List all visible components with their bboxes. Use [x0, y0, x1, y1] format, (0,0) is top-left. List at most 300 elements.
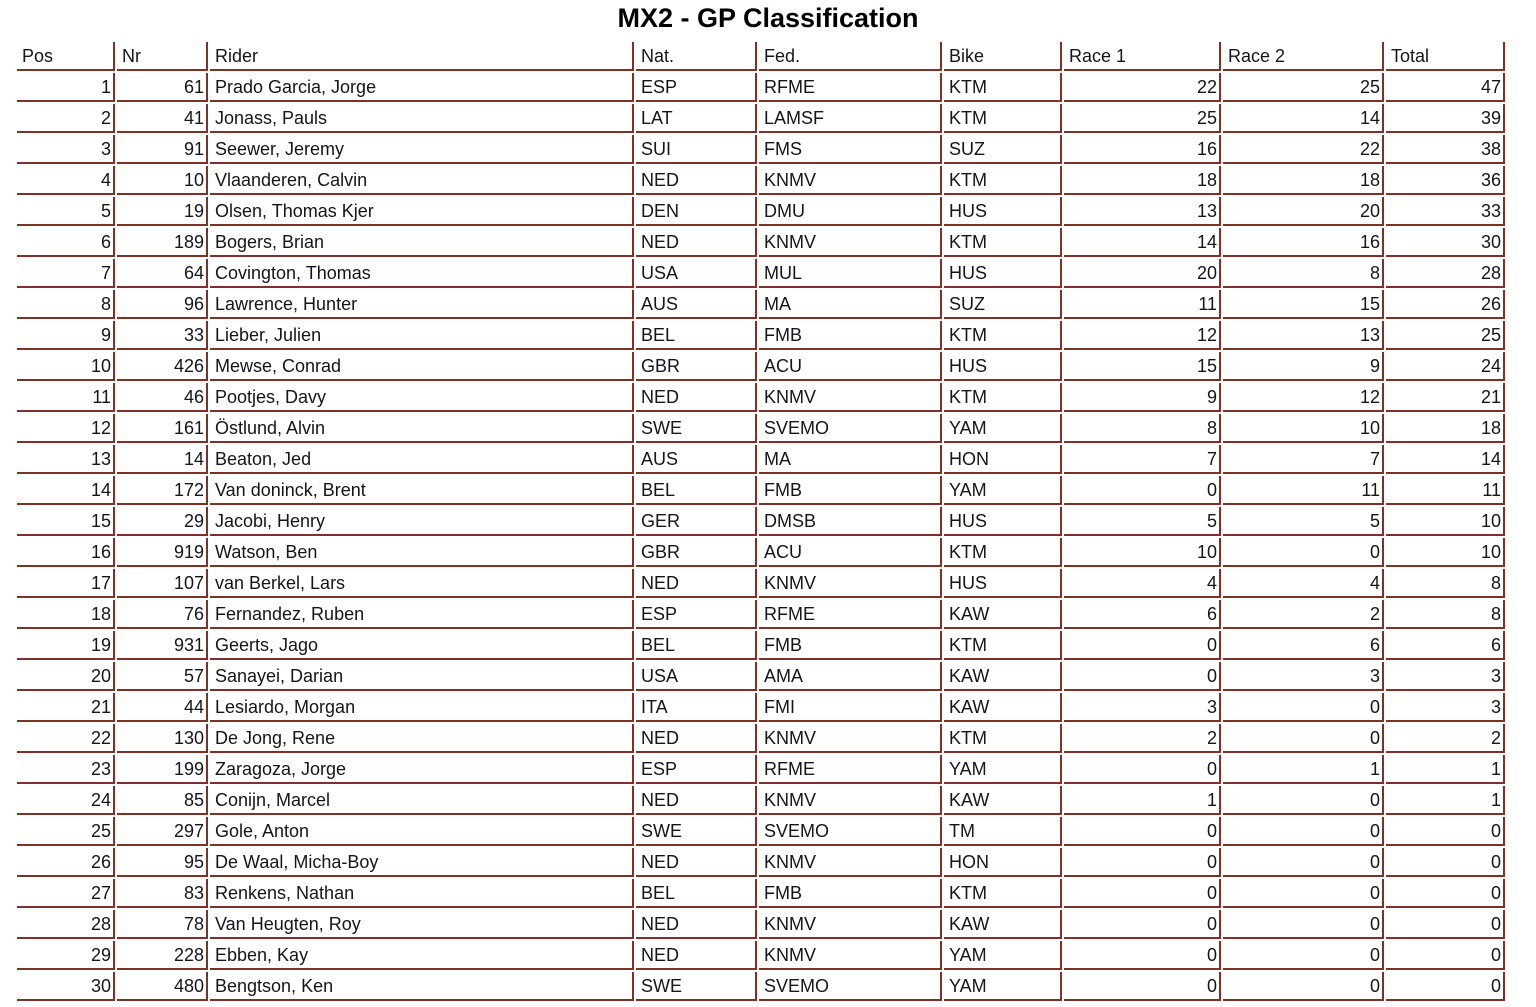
cell-bike: KTM — [944, 383, 1062, 412]
cell-nr: 199 — [117, 755, 208, 784]
cell-race2: 15 — [1223, 290, 1384, 319]
cell-total: 0 — [1386, 817, 1505, 846]
cell-total: 3 — [1386, 662, 1505, 691]
cell-race1: 9 — [1064, 383, 1221, 412]
table-row — [17, 383, 1505, 412]
cell-nr: 46 — [117, 383, 208, 412]
cell-nr: 14 — [117, 445, 208, 474]
cell-pos: 26 — [17, 848, 115, 877]
cell-total: 24 — [1386, 352, 1505, 381]
cell-rider: Vlaanderen, Calvin — [210, 166, 634, 195]
cell-total: 0 — [1386, 972, 1505, 1001]
cell-rider: Bengtson, Ken — [210, 972, 634, 1001]
cell-race1: 0 — [1064, 817, 1221, 846]
cell-nr: 228 — [117, 941, 208, 970]
cell-bike: HUS — [944, 507, 1062, 536]
cell-race2: 6 — [1223, 631, 1384, 660]
table-row — [17, 352, 1505, 381]
cell-fed: RFME — [759, 600, 942, 629]
cell-race2: 3 — [1223, 662, 1384, 691]
cell-total: 1 — [1386, 786, 1505, 815]
cell-nat: NED — [636, 941, 757, 970]
cell-nat: NED — [636, 166, 757, 195]
cell-nr: 297 — [117, 817, 208, 846]
cell-nat: ESP — [636, 73, 757, 102]
cell-total: 30 — [1386, 228, 1505, 257]
cell-nr: 130 — [117, 724, 208, 753]
cell-race2: 11 — [1223, 476, 1384, 505]
cell-nat: ESP — [636, 600, 757, 629]
cell-bike: SUZ — [944, 290, 1062, 319]
classification-table — [15, 40, 1507, 1003]
cell-race2: 14 — [1223, 104, 1384, 133]
cell-fed: KNMV — [759, 166, 942, 195]
cell-bike: KTM — [944, 73, 1062, 102]
table-row — [17, 600, 1505, 629]
column-header-total: Total — [1386, 42, 1505, 71]
cell-race1: 13 — [1064, 197, 1221, 226]
column-header-race2: Race 2 — [1223, 42, 1384, 71]
cell-race2: 0 — [1223, 910, 1384, 939]
cell-nr: 83 — [117, 879, 208, 908]
cell-bike: KTM — [944, 879, 1062, 908]
cell-total: 39 — [1386, 104, 1505, 133]
cell-race2: 0 — [1223, 724, 1384, 753]
cell-fed: DMSB — [759, 507, 942, 536]
cell-bike: YAM — [944, 972, 1062, 1001]
cell-pos: 16 — [17, 538, 115, 567]
cell-race1: 10 — [1064, 538, 1221, 567]
cell-nat: SWE — [636, 817, 757, 846]
cell-nat: BEL — [636, 476, 757, 505]
cell-rider: Conijn, Marcel — [210, 786, 634, 815]
cell-fed: FMB — [759, 321, 942, 350]
cell-pos: 1 — [17, 73, 115, 102]
cell-nr: 78 — [117, 910, 208, 939]
cell-bike: HON — [944, 848, 1062, 877]
cell-bike: KAW — [944, 910, 1062, 939]
cell-rider: Pootjes, Davy — [210, 383, 634, 412]
cell-race1: 4 — [1064, 569, 1221, 598]
cell-rider: De Jong, Rene — [210, 724, 634, 753]
cell-race2: 0 — [1223, 848, 1384, 877]
cell-nr: 44 — [117, 693, 208, 722]
cell-total: 3 — [1386, 693, 1505, 722]
table-row — [17, 259, 1505, 288]
cell-nat: GER — [636, 507, 757, 536]
cell-pos: 9 — [17, 321, 115, 350]
cell-nat: ITA — [636, 693, 757, 722]
cell-pos: 11 — [17, 383, 115, 412]
cell-fed: KNMV — [759, 569, 942, 598]
cell-race1: 8 — [1064, 414, 1221, 443]
table-row — [17, 73, 1505, 102]
cell-fed: FMB — [759, 476, 942, 505]
cell-bike: KTM — [944, 321, 1062, 350]
cell-pos: 23 — [17, 755, 115, 784]
cell-nat: SWE — [636, 972, 757, 1001]
column-header-bike: Bike — [944, 42, 1062, 71]
cell-pos: 21 — [17, 693, 115, 722]
column-header-pos: Pos — [17, 42, 115, 71]
cell-race2: 12 — [1223, 383, 1384, 412]
cell-bike: KAW — [944, 786, 1062, 815]
cell-race1: 22 — [1064, 73, 1221, 102]
cell-pos: 4 — [17, 166, 115, 195]
cell-race1: 16 — [1064, 135, 1221, 164]
cell-total: 11 — [1386, 476, 1505, 505]
cell-race2: 0 — [1223, 879, 1384, 908]
cell-nr: 931 — [117, 631, 208, 660]
cell-race1: 18 — [1064, 166, 1221, 195]
cell-nat: LAT — [636, 104, 757, 133]
cell-nat: GBR — [636, 352, 757, 381]
cell-nat: NED — [636, 848, 757, 877]
cell-fed: SVEMO — [759, 414, 942, 443]
cell-pos: 2 — [17, 104, 115, 133]
cell-fed: SVEMO — [759, 972, 942, 1001]
cell-nat: NED — [636, 910, 757, 939]
table-row — [17, 290, 1505, 319]
cell-race2: 25 — [1223, 73, 1384, 102]
cell-pos: 13 — [17, 445, 115, 474]
cell-fed: ACU — [759, 352, 942, 381]
table-row — [17, 135, 1505, 164]
cell-total: 0 — [1386, 941, 1505, 970]
cell-race1: 0 — [1064, 879, 1221, 908]
cell-rider: van Berkel, Lars — [210, 569, 634, 598]
cell-rider: Sanayei, Darian — [210, 662, 634, 691]
cell-rider: Prado Garcia, Jorge — [210, 73, 634, 102]
cell-bike: KAW — [944, 693, 1062, 722]
cell-bike: YAM — [944, 476, 1062, 505]
table-row — [17, 631, 1505, 660]
cell-race1: 0 — [1064, 662, 1221, 691]
cell-race1: 12 — [1064, 321, 1221, 350]
table-row — [17, 507, 1505, 536]
cell-race2: 7 — [1223, 445, 1384, 474]
table-row — [17, 817, 1505, 846]
cell-rider: Lawrence, Hunter — [210, 290, 634, 319]
cell-bike: HUS — [944, 352, 1062, 381]
column-header-race1: Race 1 — [1064, 42, 1221, 71]
cell-rider: Van Heugten, Roy — [210, 910, 634, 939]
cell-nr: 426 — [117, 352, 208, 381]
cell-total: 8 — [1386, 600, 1505, 629]
cell-nr: 919 — [117, 538, 208, 567]
cell-rider: Geerts, Jago — [210, 631, 634, 660]
cell-nat: NED — [636, 786, 757, 815]
cell-race2: 20 — [1223, 197, 1384, 226]
cell-pos: 3 — [17, 135, 115, 164]
cell-nat: SUI — [636, 135, 757, 164]
table-row — [17, 848, 1505, 877]
cell-pos: 24 — [17, 786, 115, 815]
column-header-fed: Fed. — [759, 42, 942, 71]
cell-nr: 161 — [117, 414, 208, 443]
cell-rider: Covington, Thomas — [210, 259, 634, 288]
cell-pos: 7 — [17, 259, 115, 288]
cell-pos: 8 — [17, 290, 115, 319]
cell-pos: 6 — [17, 228, 115, 257]
cell-bike: KTM — [944, 166, 1062, 195]
table-row — [17, 662, 1505, 691]
cell-nr: 10 — [117, 166, 208, 195]
cell-pos: 12 — [17, 414, 115, 443]
cell-pos: 29 — [17, 941, 115, 970]
cell-race2: 8 — [1223, 259, 1384, 288]
cell-fed: KNMV — [759, 724, 942, 753]
cell-rider: Fernandez, Ruben — [210, 600, 634, 629]
cell-rider: Renkens, Nathan — [210, 879, 634, 908]
cell-total: 6 — [1386, 631, 1505, 660]
cell-pos: 19 — [17, 631, 115, 660]
cell-fed: RFME — [759, 73, 942, 102]
cell-nat: SWE — [636, 414, 757, 443]
cell-bike: KTM — [944, 724, 1062, 753]
cell-total: 10 — [1386, 538, 1505, 567]
cell-bike: HUS — [944, 569, 1062, 598]
cell-total: 0 — [1386, 910, 1505, 939]
table-row — [17, 786, 1505, 815]
table-row — [17, 166, 1505, 195]
cell-nr: 61 — [117, 73, 208, 102]
cell-race2: 9 — [1223, 352, 1384, 381]
cell-race2: 0 — [1223, 941, 1384, 970]
cell-bike: SUZ — [944, 135, 1062, 164]
cell-fed: KNMV — [759, 786, 942, 815]
cell-pos: 14 — [17, 476, 115, 505]
cell-bike: KTM — [944, 228, 1062, 257]
cell-bike: HON — [944, 445, 1062, 474]
table-row — [17, 941, 1505, 970]
table-row — [17, 445, 1505, 474]
table-row — [17, 414, 1505, 443]
cell-fed: MA — [759, 445, 942, 474]
cell-race1: 7 — [1064, 445, 1221, 474]
cell-race1: 1 — [1064, 786, 1221, 815]
cell-bike: HUS — [944, 259, 1062, 288]
cell-total: 18 — [1386, 414, 1505, 443]
cell-rider: De Waal, Micha-Boy — [210, 848, 634, 877]
table-row — [17, 197, 1505, 226]
cell-race1: 3 — [1064, 693, 1221, 722]
cell-race1: 0 — [1064, 972, 1221, 1001]
cell-rider: Lesiardo, Morgan — [210, 693, 634, 722]
cell-nat: AUS — [636, 445, 757, 474]
cell-rider: Bogers, Brian — [210, 228, 634, 257]
cell-total: 2 — [1386, 724, 1505, 753]
cell-race1: 0 — [1064, 476, 1221, 505]
cell-bike: KTM — [944, 631, 1062, 660]
table-row — [17, 910, 1505, 939]
cell-bike: TM — [944, 817, 1062, 846]
cell-fed: KNMV — [759, 910, 942, 939]
column-header-nat: Nat. — [636, 42, 757, 71]
cell-race1: 0 — [1064, 910, 1221, 939]
cell-race2: 16 — [1223, 228, 1384, 257]
cell-nr: 96 — [117, 290, 208, 319]
cell-fed: KNMV — [759, 941, 942, 970]
table-row — [17, 569, 1505, 598]
cell-nr: 189 — [117, 228, 208, 257]
cell-total: 33 — [1386, 197, 1505, 226]
cell-fed: KNMV — [759, 383, 942, 412]
cell-race2: 4 — [1223, 569, 1384, 598]
cell-nat: USA — [636, 662, 757, 691]
table-row — [17, 476, 1505, 505]
cell-nr: 41 — [117, 104, 208, 133]
cell-total: 8 — [1386, 569, 1505, 598]
cell-nr: 19 — [117, 197, 208, 226]
cell-nat: NED — [636, 724, 757, 753]
header-row — [17, 42, 1505, 71]
table-row — [17, 228, 1505, 257]
cell-race2: 0 — [1223, 538, 1384, 567]
cell-rider: Jacobi, Henry — [210, 507, 634, 536]
cell-pos: 15 — [17, 507, 115, 536]
cell-nat: NED — [636, 569, 757, 598]
table-row — [17, 972, 1505, 1001]
cell-fed: ACU — [759, 538, 942, 567]
table-row — [17, 321, 1505, 350]
cell-bike: KAW — [944, 600, 1062, 629]
cell-nr: 64 — [117, 259, 208, 288]
cell-pos: 10 — [17, 352, 115, 381]
table-body — [17, 73, 1505, 1001]
cell-pos: 25 — [17, 817, 115, 846]
cell-race2: 5 — [1223, 507, 1384, 536]
cell-pos: 18 — [17, 600, 115, 629]
cell-pos: 30 — [17, 972, 115, 1001]
cell-rider: Van doninck, Brent — [210, 476, 634, 505]
cell-bike: YAM — [944, 414, 1062, 443]
cell-fed: AMA — [759, 662, 942, 691]
cell-total: 10 — [1386, 507, 1505, 536]
cell-total: 1 — [1386, 755, 1505, 784]
cell-nat: GBR — [636, 538, 757, 567]
cell-rider: Ebben, Kay — [210, 941, 634, 970]
cell-race2: 0 — [1223, 693, 1384, 722]
cell-pos: 22 — [17, 724, 115, 753]
cell-fed: LAMSF — [759, 104, 942, 133]
cell-race1: 2 — [1064, 724, 1221, 753]
cell-race2: 13 — [1223, 321, 1384, 350]
cell-nr: 85 — [117, 786, 208, 815]
cell-nr: 480 — [117, 972, 208, 1001]
table-row — [17, 538, 1505, 567]
cell-race1: 11 — [1064, 290, 1221, 319]
cell-race1: 5 — [1064, 507, 1221, 536]
cell-fed: SVEMO — [759, 817, 942, 846]
table-row — [17, 693, 1505, 722]
cell-nr: 57 — [117, 662, 208, 691]
cell-rider: Zaragoza, Jorge — [210, 755, 634, 784]
cell-bike: KAW — [944, 662, 1062, 691]
cell-nat: BEL — [636, 879, 757, 908]
cell-nat: AUS — [636, 290, 757, 319]
cell-pos: 20 — [17, 662, 115, 691]
cell-race2: 10 — [1223, 414, 1384, 443]
column-header-nr: Nr — [117, 42, 208, 71]
cell-race1: 0 — [1064, 941, 1221, 970]
cell-race1: 15 — [1064, 352, 1221, 381]
cell-rider: Seewer, Jeremy — [210, 135, 634, 164]
cell-total: 0 — [1386, 848, 1505, 877]
cell-nat: USA — [636, 259, 757, 288]
cell-total: 36 — [1386, 166, 1505, 195]
cell-nat: NED — [636, 228, 757, 257]
table-row — [17, 879, 1505, 908]
column-header-rider: Rider — [210, 42, 634, 71]
cell-race2: 1 — [1223, 755, 1384, 784]
cell-bike: YAM — [944, 941, 1062, 970]
cell-rider: Watson, Ben — [210, 538, 634, 567]
cell-total: 38 — [1386, 135, 1505, 164]
cell-total: 14 — [1386, 445, 1505, 474]
cell-total: 26 — [1386, 290, 1505, 319]
cell-rider: Jonass, Pauls — [210, 104, 634, 133]
cell-fed: MUL — [759, 259, 942, 288]
cell-nat: DEN — [636, 197, 757, 226]
cell-fed: KNMV — [759, 228, 942, 257]
cell-rider: Östlund, Alvin — [210, 414, 634, 443]
cell-fed: FMI — [759, 693, 942, 722]
cell-race1: 0 — [1064, 848, 1221, 877]
cell-race2: 0 — [1223, 817, 1384, 846]
cell-nat: ESP — [636, 755, 757, 784]
cell-race1: 25 — [1064, 104, 1221, 133]
cell-fed: FMS — [759, 135, 942, 164]
cell-bike: YAM — [944, 755, 1062, 784]
cell-nr: 29 — [117, 507, 208, 536]
cell-rider: Olsen, Thomas Kjer — [210, 197, 634, 226]
cell-bike: HUS — [944, 197, 1062, 226]
page-title: MX2 - GP Classification — [617, 3, 919, 33]
cell-pos: 5 — [17, 197, 115, 226]
cell-race1: 0 — [1064, 755, 1221, 784]
cell-total: 0 — [1386, 879, 1505, 908]
cell-pos: 17 — [17, 569, 115, 598]
cell-fed: MA — [759, 290, 942, 319]
cell-nr: 91 — [117, 135, 208, 164]
cell-nr: 172 — [117, 476, 208, 505]
cell-race1: 14 — [1064, 228, 1221, 257]
cell-nr: 33 — [117, 321, 208, 350]
cell-race2: 0 — [1223, 786, 1384, 815]
cell-total: 25 — [1386, 321, 1505, 350]
cell-total: 47 — [1386, 73, 1505, 102]
cell-bike: KTM — [944, 538, 1062, 567]
cell-fed: KNMV — [759, 848, 942, 877]
cell-race1: 6 — [1064, 600, 1221, 629]
cell-rider: Lieber, Julien — [210, 321, 634, 350]
cell-rider: Gole, Anton — [210, 817, 634, 846]
cell-fed: DMU — [759, 197, 942, 226]
table-row — [17, 724, 1505, 753]
cell-race2: 2 — [1223, 600, 1384, 629]
cell-nat: BEL — [636, 631, 757, 660]
cell-fed: FMB — [759, 879, 942, 908]
cell-nr: 107 — [117, 569, 208, 598]
cell-bike: KTM — [944, 104, 1062, 133]
cell-race2: 22 — [1223, 135, 1384, 164]
cell-pos: 28 — [17, 910, 115, 939]
cell-nat: NED — [636, 383, 757, 412]
cell-rider: Beaton, Jed — [210, 445, 634, 474]
cell-pos: 27 — [17, 879, 115, 908]
cell-race1: 20 — [1064, 259, 1221, 288]
